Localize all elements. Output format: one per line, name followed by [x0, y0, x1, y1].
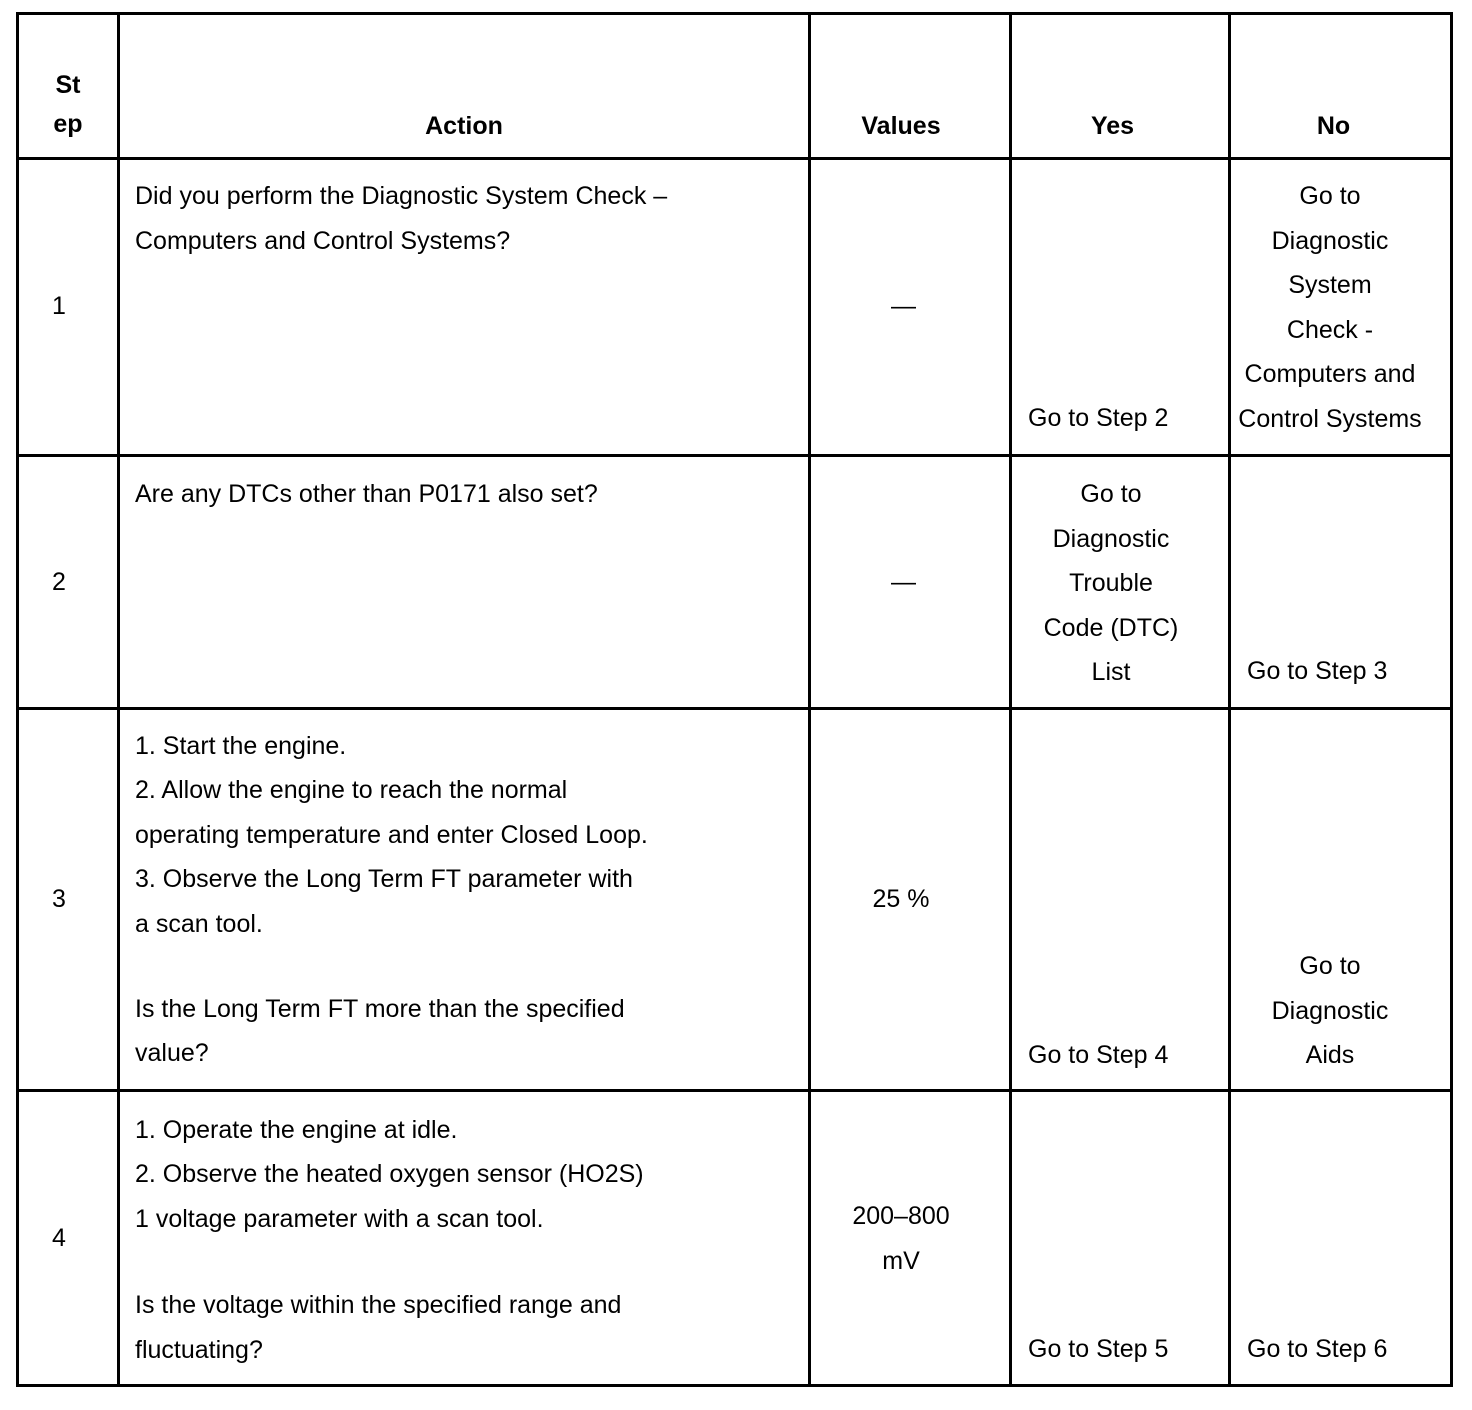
- action-text: 1. Start the engine. 2. Allow the engine to reach the normal operating temperature and enter Closed Loop. 3. Observe the Long Term FT parameter with a scan tool. Is the Long Term FT more than the specified value?: [135, 732, 648, 1068]
- header-yes: Yes: [1090, 112, 1135, 140]
- value-text: 200–800 mV: [852, 1202, 950, 1275]
- step-number: 2: [52, 568, 66, 596]
- column-divider-action: [808, 12, 811, 1387]
- value-text: 25 %: [872, 885, 930, 913]
- yes-link[interactable]: Go to Step 4: [1028, 1041, 1169, 1069]
- row-divider-3: [16, 1089, 1453, 1092]
- no-link[interactable]: Go to Step 3: [1247, 657, 1388, 685]
- value-text: —: [891, 292, 916, 320]
- table-border-bottom: [16, 1384, 1453, 1387]
- header-no: No: [1316, 112, 1351, 140]
- no-link[interactable]: Go to Step 6: [1247, 1335, 1388, 1363]
- row-divider-2: [16, 707, 1453, 710]
- no-link[interactable]: Go to Diagnostic Aids: [1271, 952, 1389, 1069]
- step-number: 4: [52, 1224, 66, 1252]
- yes-link[interactable]: Go to Step 2: [1028, 404, 1169, 432]
- header-values: Values: [861, 112, 941, 140]
- header-step: St ep: [53, 71, 83, 138]
- action-text: 1. Operate the engine at idle. 2. Observe the heated oxygen sensor (HO2S) 1 voltage parameter with a scan tool. Is the voltage within the specified range and fluctuating?: [135, 1116, 644, 1364]
- table-border-left: [16, 12, 19, 1387]
- column-divider-step: [117, 12, 120, 1387]
- action-text: Are any DTCs other than P0171 also set?: [135, 480, 598, 508]
- yes-link[interactable]: Go to Diagnostic Trouble Code (DTC) List: [1043, 480, 1179, 686]
- table-border-top: [16, 12, 1453, 15]
- yes-link[interactable]: Go to Step 5: [1028, 1335, 1169, 1363]
- step-number: 3: [52, 885, 66, 913]
- header-row-divider: [16, 157, 1453, 160]
- action-text: Did you perform the Diagnostic System Check – Computers and Control Systems?: [135, 182, 668, 255]
- no-link[interactable]: Go to Diagnostic System Check - Computers and Control Systems: [1238, 182, 1422, 433]
- row-divider-1: [16, 454, 1453, 457]
- value-text: —: [891, 568, 916, 596]
- header-action: Action: [425, 112, 503, 140]
- column-divider-values: [1009, 12, 1012, 1387]
- table-border-right: [1450, 12, 1453, 1387]
- step-number: 1: [52, 292, 66, 320]
